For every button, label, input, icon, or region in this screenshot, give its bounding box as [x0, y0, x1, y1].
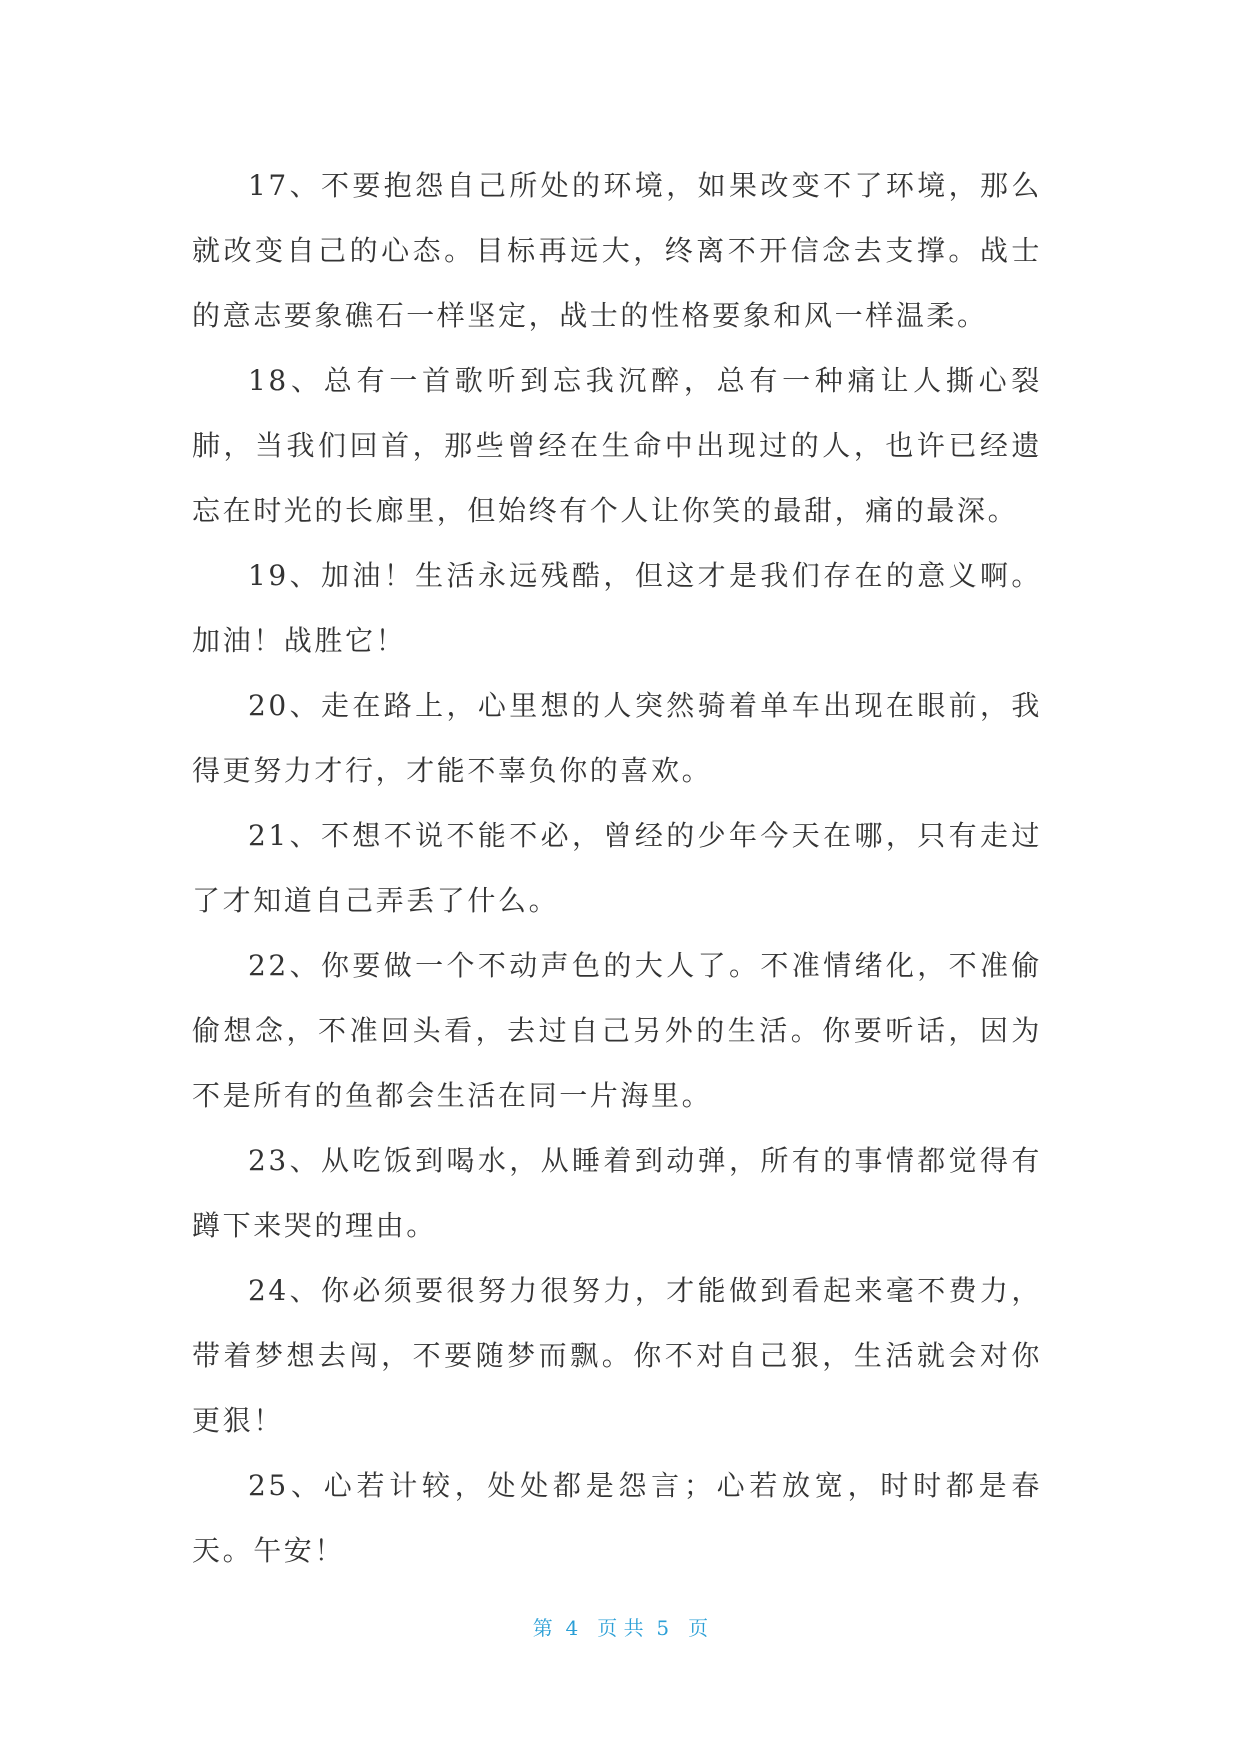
paragraph-23: 23、从吃饭到喝水，从睡着到动弹，所有的事情都觉得有蹲下来哭的理由。 [192, 1144, 1042, 1242]
document-body [192, 153, 1042, 1583]
paragraph-24: 24、你必须要很努力很努力，才能做到看起来毫不费力，带着梦想去闯，不要随梦而飘。你不对自己狠，生活就会对你更狠！ [192, 1274, 1042, 1437]
paragraph-17: 17、不要抱怨自己所处的环境，如果改变不了环境，那么就改变自己的心态。目标再远大，终离不开信念去支撑。战士的意志要象礁石一样坚定，战士的性格要象和风一样温柔。 [192, 169, 1042, 332]
paragraph-20: 20、走在路上，心里想的人突然骑着单车出现在眼前，我得更努力才行，才能不辜负你的喜欢。 [192, 689, 1042, 787]
page-number-footer: 第 4 页 共 5 页 [532, 1616, 709, 1640]
paragraph-19: 19、加油！生活永远残酷，但这才是我们存在的意义啊。加油！战胜它！ [192, 559, 1042, 657]
paragraph-18: 18、总有一首歌听到忘我沉醉，总有一种痛让人撕心裂肺，当我们回首，那些曾经在生命中出现过的人，也许已经遗忘在时光的长廊里，但始终有个人让你笑的最甜，痛的最深。 [192, 364, 1042, 527]
paragraph-21: 21、不想不说不能不必，曾经的少年今天在哪，只有走过了才知道自己弄丢了什么。 [192, 819, 1042, 917]
paragraph-22: 22、你要做一个不动声色的大人了。不准情绪化，不准偷偷想念，不准回头看，去过自己另外的生活。你要听话，因为不是所有的鱼都会生活在同一片海里。 [192, 949, 1042, 1112]
paragraph-25: 25、心若计较，处处都是怨言；心若放宽，时时都是春天。午安！ [192, 1469, 1042, 1567]
